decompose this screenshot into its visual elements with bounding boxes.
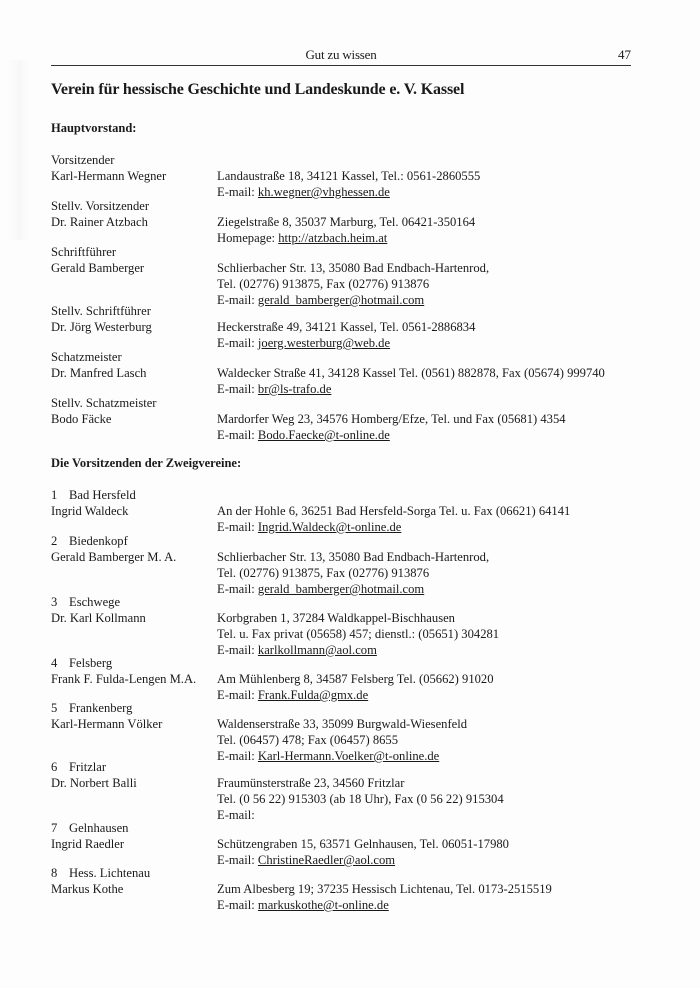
branch-name: Hess. Lichtenau [69, 866, 151, 880]
email-link[interactable]: gerald_bamberger@hotmail.com [257, 582, 425, 596]
address-line: Zum Albesberg 19; 37235 Hessisch Lichtenau, Tel. 0173-2515519 [217, 882, 552, 896]
person-name: Gerald Bamberger M. A. [51, 550, 177, 564]
contact-label: E-mail: [217, 520, 258, 534]
branch-name: Eschwege [69, 595, 121, 609]
person-name: Ingrid Raedler [51, 837, 125, 851]
page-number: 47 [618, 47, 631, 62]
section-heading-zweigvereine: Die Vorsitzenden der Zweigvereine: [51, 456, 242, 470]
branch-label [51, 487, 216, 503]
contact-line [217, 642, 499, 658]
person-name: Dr. Manfred Lasch [51, 366, 147, 380]
branch-name: Bad Hersfeld [69, 488, 136, 502]
email-link[interactable]: karlkollmann@aol.com [257, 643, 377, 657]
branch-name: Gelnhausen [69, 821, 129, 835]
role-label: Schatzmeister [51, 350, 122, 364]
branch-number: 7 [51, 821, 58, 835]
phone-line: Tel. (0 56 22) 915303 (ab 18 Uhr), Fax (0 56 22) 915304 [217, 792, 504, 806]
contact-label: E-mail: [217, 643, 258, 657]
contact-label: E-mail: [217, 688, 258, 702]
person-name: Dr. Norbert Balli [51, 776, 137, 790]
address-line: An der Hohle 6, 36251 Bad Hersfeld-Sorga Tel. u. Fax (06621) 64141 [217, 504, 571, 518]
contact-label: E-mail: [217, 749, 258, 763]
person-name: Dr. Karl Kollmann [51, 611, 146, 625]
branch-name: Frankenberg [69, 701, 133, 715]
person-name: Karl-Hermann Völker [51, 717, 163, 731]
address-line: Waldenserstraße 33, 35099 Burgwald-Wiesenfeld [217, 717, 468, 731]
contact-label: E-mail: [217, 185, 258, 199]
branch-number: 2 [51, 534, 58, 548]
email-link[interactable]: Frank.Fulda@gmx.de [257, 688, 369, 702]
phone-line: Tel. (06457) 478; Fax (06457) 8655 [217, 733, 399, 747]
person-name: Markus Kothe [51, 882, 124, 896]
contact-line [217, 427, 566, 443]
contact-line [217, 184, 480, 200]
contact-line [217, 852, 509, 868]
role-label: Schriftführer [51, 245, 117, 259]
contact-label: E-mail: [217, 428, 258, 442]
email-link[interactable]: Bodo.Faecke@t-online.de [257, 428, 390, 442]
address-line: Schützengraben 15, 63571 Gelnhausen, Tel. 06051-17980 [217, 837, 509, 851]
section-heading-hauptvorstand: Hauptvorstand: [51, 121, 137, 135]
contact-label: E-mail: [217, 293, 258, 307]
contact-line [217, 519, 570, 535]
person-name: Frank F. Fulda-Lengen M.A. [51, 672, 197, 686]
branch-number: 5 [51, 701, 58, 715]
email-link[interactable]: gerald_bamberger@hotmail.com [257, 293, 425, 307]
contact-label: E-mail: [217, 382, 258, 396]
branch-number: 3 [51, 595, 58, 609]
phone-line: Tel. u. Fax privat (05658) 457; dienstl.: (05651) 304281 [217, 627, 500, 641]
person-name: Karl-Hermann Wegner [51, 169, 167, 183]
branch-label [51, 865, 216, 881]
address-line: Ziegelstraße 8, 35037 Marburg, Tel. 06421-350164 [217, 215, 476, 229]
person-name: Bodo Fäcke [51, 412, 112, 426]
address-line: Am Mühlenberg 8, 34587 Felsberg Tel. (05662) 91020 [217, 672, 494, 686]
person-name: Dr. Jörg Westerburg [51, 320, 152, 334]
contact-label: E-mail: [217, 898, 258, 912]
branch-label [51, 594, 216, 610]
contact-line [217, 807, 504, 823]
homepage-link[interactable]: http://atzbach.heim.at [278, 231, 388, 245]
email-link[interactable]: br@ls-trafo.de [257, 382, 332, 396]
branch-label [51, 533, 216, 549]
email-link[interactable]: kh.wegner@vhghessen.de [257, 185, 390, 199]
contact-label: E-mail: [217, 336, 258, 350]
running-header [51, 47, 631, 66]
contact-label: E-mail: [217, 582, 258, 596]
scan-shadow [8, 60, 30, 240]
address-line: Heckerstraße 49, 34121 Kassel, Tel. 0561-2886834 [217, 320, 476, 334]
person-name: Gerald Bamberger [51, 261, 145, 275]
contact-line [217, 581, 489, 597]
branch-number: 4 [51, 656, 58, 670]
contact-line [217, 335, 475, 351]
contact-line [217, 687, 494, 703]
email-link[interactable]: Karl-Hermann.Voelker@t-online.de [257, 749, 440, 763]
person-name: Ingrid Waldeck [51, 504, 129, 518]
contact-label: E-mail: [217, 853, 258, 867]
contact-label: E-mail: [217, 808, 255, 822]
branch-label [51, 655, 216, 671]
document-title: Verein für hessische Geschichte und Landeskunde e. V. Kassel [51, 81, 465, 98]
role-label: Stellv. Schriftführer [51, 304, 151, 318]
contact-line [217, 897, 552, 913]
branch-name: Fritzlar [69, 760, 107, 774]
running-title: Gut zu wissen [305, 47, 377, 62]
email-link[interactable]: markuskothe@t-online.de [257, 898, 389, 912]
phone-line: Tel. (02776) 913875, Fax (02776) 913876 [217, 566, 430, 580]
contact-label: Homepage: [217, 231, 279, 245]
person-name: Dr. Rainer Atzbach [51, 215, 148, 229]
branch-label [51, 700, 216, 716]
branch-number: 6 [51, 760, 58, 774]
address-line: Landaustraße 18, 34121 Kassel, Tel.: 0561-2860555 [217, 169, 481, 183]
branch-number: 1 [51, 488, 58, 502]
email-link[interactable]: Ingrid.Waldeck@t-online.de [257, 520, 402, 534]
contact-line [217, 230, 475, 246]
phone-line: Tel. (02776) 913875, Fax (02776) 913876 [217, 277, 430, 291]
address-line: Fraumünsterstraße 23, 34560 Fritzlar [217, 776, 405, 790]
address-line: Waldecker Straße 41, 34128 Kassel Tel. (0561) 882878, Fax (05674) 999740 [217, 366, 605, 380]
role-label: Vorsitzender [51, 153, 115, 167]
role-label: Stellv. Vorsitzender [51, 199, 150, 213]
address-line: Korbgraben 1, 37284 Waldkappel-Bischhausen [217, 611, 455, 625]
branch-label [51, 759, 216, 775]
contact-line [217, 292, 489, 308]
branch-name: Felsberg [69, 656, 113, 670]
email-link[interactable]: joerg.westerburg@web.de [257, 336, 391, 350]
contact-line [217, 381, 605, 397]
branch-name: Biedenkopf [69, 534, 128, 548]
role-label: Stellv. Schatzmeister [51, 396, 157, 410]
branch-label [51, 820, 216, 836]
contact-line [217, 748, 467, 764]
email-link[interactable]: ChristineRaedler@aol.com [257, 853, 396, 867]
branch-number: 8 [51, 866, 58, 880]
address-line: Schlierbacher Str. 13, 35080 Bad Endbach-Hartenrod, [217, 550, 490, 564]
address-line: Mardorfer Weg 23, 34576 Homberg/Efze, Tel. und Fax (05681) 4354 [217, 412, 566, 426]
address-line: Schlierbacher Str. 13, 35080 Bad Endbach-Hartenrod, [217, 261, 490, 275]
